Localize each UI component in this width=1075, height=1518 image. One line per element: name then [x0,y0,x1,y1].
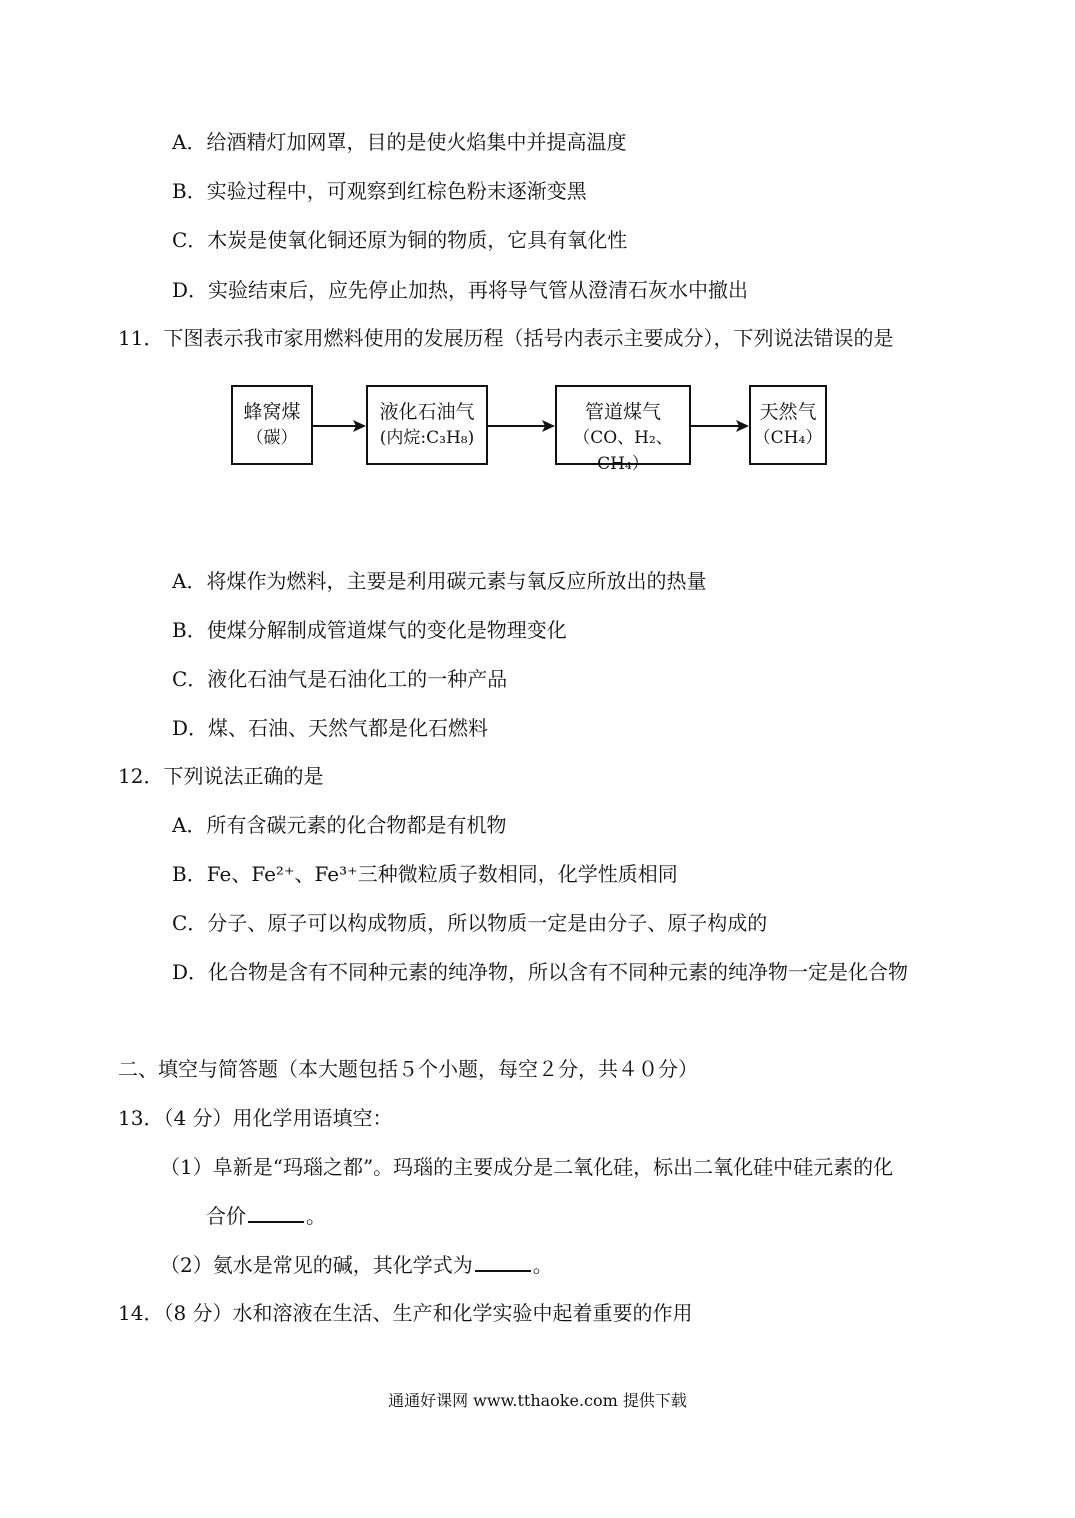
q11-option-d: D．煤、石油、天然气都是化石燃料 [172,716,489,740]
q10-option-a: A．给酒精灯加网罩，目的是使火焰集中并提高温度 [172,130,627,154]
diagram-box-pipeline-gas [555,385,691,474]
q10-option-c: C．木炭是使氧化铜还原为铜的物质，它具有氧化性 [172,228,628,252]
arrow-icon [313,418,367,434]
answer-blank[interactable] [475,1252,531,1272]
q12-stem: 12．下列说法正确的是 [118,764,324,788]
q14-stem: 14．（8 分）水和溶液在生活、生产和化学实验中起着重要的作用 [118,1301,693,1325]
q10-option-b: B．实验过程中，可观察到红棕色粉末逐渐变黑 [172,179,587,203]
q11-option-c: C．液化石油气是石油化工的一种产品 [172,667,508,691]
q10-option-d: D．实验结束后，应先停止加热，再将导气管从澄清石灰水中撤出 [172,278,749,302]
q13-stem: 13．（4 分）用化学用语填空： [118,1106,393,1130]
diagram-box-component: （CO、H₂、CH₄） [573,428,673,474]
diagram-box-lpg [366,385,488,465]
arrow-icon [488,418,556,434]
diagram-box-component: （CH₄） [753,428,823,448]
q11-stem: 11．下图表示我市家用燃料使用的发展历程（括号内表示主要成分），下列说法错误的是 [118,326,894,350]
diagram-box-name: 天然气 [759,401,817,423]
q12-option-c: C．分子、原子可以构成物质，所以物质一定是由分子、原子构成的 [172,911,768,935]
q13-part1-line2 [206,1203,326,1229]
q13-part1-prefix: 合价 [206,1204,246,1228]
q12-option-b: B．Fe、Fe²⁺、Fe³⁺三种微粒质子数相同，化学性质相同 [172,862,678,886]
q12-option-a: A．所有含碳元素的化合物都是有机物 [172,813,507,837]
q12-option-d: D．化合物是含有不同种元素的纯净物，所以含有不同种元素的纯净物一定是化合物 [172,960,909,984]
diagram-box-name: 蜂窝煤 [243,401,301,423]
q13-part1-suffix: 。 [306,1204,326,1228]
q13-part2-suffix: 。 [532,1253,553,1277]
diagram-box-name: 液化石油气 [379,401,475,423]
page-footer: 通通好课网 www.tthaoke.com 提供下载 [388,1391,687,1410]
diagram-box-component: (内烷:C₃H₈) [379,428,475,448]
q13-part2 [160,1252,553,1278]
diagram-box-honeycomb-coal [231,385,313,465]
q11-option-b: B．使煤分解制成管道煤气的变化是物理变化 [172,618,567,642]
section-heading: 二、填空与简答题（本大题包括５个小题，每空２分，共４０分） [118,1057,698,1081]
diagram-box-component: （碳） [246,428,298,448]
diagram-box-natural-gas [749,385,827,465]
q11-option-a: A．将煤作为燃料，主要是利用碳元素与氧反应所放出的热量 [172,569,707,593]
arrow-icon [691,418,750,434]
answer-blank[interactable] [248,1203,304,1223]
q13-part1-line1: （1）阜新是“玛瑙之都”。玛瑙的主要成分是二氧化硅，标出二氧化硅中硅元素的化 [160,1155,894,1179]
q13-part2-prefix: （2）氨水是常见的碱，其化学式为 [160,1253,473,1277]
diagram-box-name: 管道煤气 [584,401,661,423]
